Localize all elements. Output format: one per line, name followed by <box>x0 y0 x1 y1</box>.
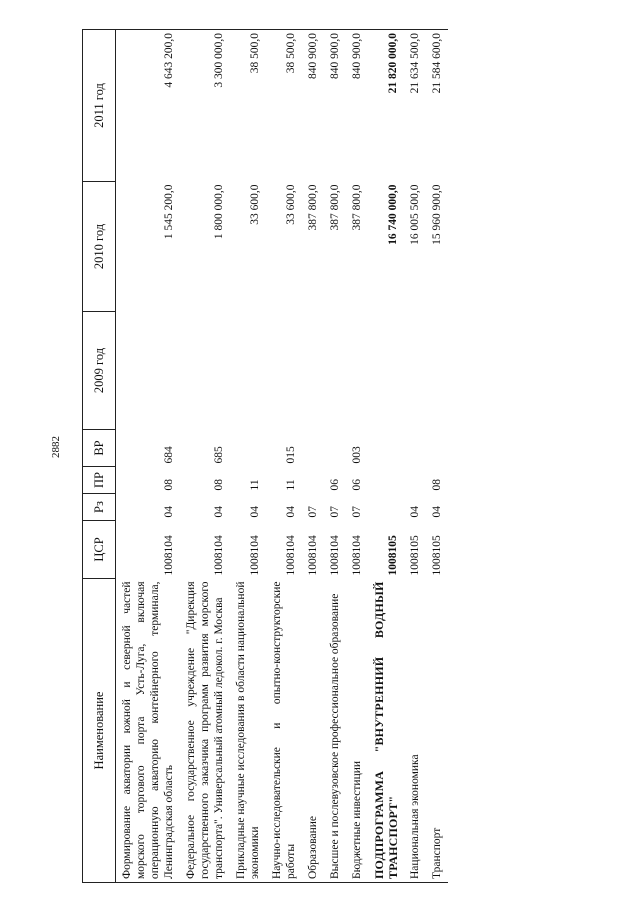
row-csr: 1008104 <box>249 535 261 576</box>
row-pr: 11 <box>285 479 297 491</box>
row-2009 <box>404 312 426 430</box>
row-2010: 387 800,0 <box>307 184 319 231</box>
row-pr: 11 <box>249 479 261 491</box>
row-pr: 06 <box>329 479 341 491</box>
row-name: Прикладные научные исследования в области национальной экономики <box>230 579 266 883</box>
rotated-table-frame <box>82 30 560 883</box>
header-rz: Рз <box>83 494 116 521</box>
header-csr: ЦСР <box>83 521 116 579</box>
row-csr: 1008104 <box>351 535 363 576</box>
row-csr: 1008105 <box>387 535 399 576</box>
row-rz: 04 <box>431 506 443 518</box>
row-2011: 840 900,0 <box>346 30 368 182</box>
row-2010: 1 545 200,0 <box>163 184 175 240</box>
row-rz: 04 <box>163 506 175 518</box>
row-csr: 1008104 <box>329 535 341 576</box>
row-rz: 07 <box>307 506 319 518</box>
row-2010: 1 800 000,0 <box>213 184 225 240</box>
row-rz: 07 <box>329 506 341 518</box>
row-2010: 15 960 900,0 <box>431 184 443 245</box>
row-2010: 387 800,0 <box>329 184 341 231</box>
row-name: Бюджетные инвестиции <box>346 579 368 883</box>
table-header-row <box>83 30 116 883</box>
row-name: Научно-исследовательские и опытно-конструкторские работы <box>266 579 302 883</box>
row-vr <box>368 430 404 467</box>
row-2010: 16 005 500,0 <box>409 184 421 245</box>
header-2009: 2009 год <box>83 312 116 430</box>
table-row <box>116 30 181 883</box>
row-name: Образование <box>302 579 324 883</box>
row-vr <box>230 430 266 467</box>
row-2009 <box>230 312 266 430</box>
row-csr: 1008104 <box>213 535 225 576</box>
row-vr: 015 <box>285 446 297 464</box>
row-name: Транспорт <box>426 579 448 883</box>
row-2011: 21 820 000,0 <box>368 30 404 182</box>
row-csr: 1008104 <box>307 535 319 576</box>
header-vr: ВР <box>83 430 116 467</box>
table-row <box>346 30 368 883</box>
row-rz: 04 <box>213 506 225 518</box>
row-pr <box>368 467 404 494</box>
row-rz <box>368 494 404 521</box>
header-name: Наименование <box>83 579 116 883</box>
row-csr: 1008105 <box>431 535 443 576</box>
row-pr: 08 <box>213 479 225 491</box>
row-csr: 1008104 <box>285 535 297 576</box>
header-2010: 2010 год <box>83 182 116 312</box>
row-rz: 04 <box>249 506 261 518</box>
row-2010: 387 800,0 <box>351 184 363 231</box>
row-pr: 08 <box>431 479 443 491</box>
row-2009 <box>426 312 448 430</box>
table-row <box>324 30 346 883</box>
row-2011: 840 900,0 <box>324 30 346 182</box>
row-vr: 684 <box>163 446 175 464</box>
row-pr: 08 <box>163 479 175 491</box>
row-2011: 3 300 000,0 <box>180 30 230 182</box>
row-pr <box>302 467 324 494</box>
row-vr: 003 <box>351 446 363 464</box>
row-name: Формирование акватории южной и северной частей морского торгового порта Усть-Луга, включая операционную акваторию контейнерного терминала, Ленинградская область <box>116 579 181 883</box>
table-row <box>230 30 266 883</box>
row-name: Высшее и послевузовское профессиональное образование <box>324 579 346 883</box>
row-2009 <box>180 312 230 430</box>
row-2009 <box>302 312 324 430</box>
row-2011: 38 500,0 <box>230 30 266 182</box>
row-2011: 21 584 600,0 <box>426 30 448 182</box>
row-vr <box>302 430 324 467</box>
table-row <box>180 30 230 883</box>
row-2009 <box>116 312 181 430</box>
row-2009 <box>266 312 302 430</box>
row-rz: 07 <box>351 506 363 518</box>
row-2011: 840 900,0 <box>302 30 324 182</box>
row-pr: 06 <box>351 479 363 491</box>
row-csr: 1008104 <box>163 535 175 576</box>
row-name: Национальная экономика <box>404 579 426 883</box>
page-number: 2882 <box>50 436 62 458</box>
budget-table <box>82 29 448 883</box>
row-vr <box>426 430 448 467</box>
row-2009 <box>346 312 368 430</box>
row-2011: 21 634 500,0 <box>404 30 426 182</box>
row-pr <box>404 467 426 494</box>
row-csr: 1008105 <box>409 535 421 576</box>
table-row <box>426 30 448 883</box>
row-name: ПОДПРОГРАММА "ВНУТРЕННИЙ ВОДНЫЙ ТРАНСПОРТ" <box>368 579 404 883</box>
table-row-subprogram <box>368 30 404 883</box>
row-2010: 33 600,0 <box>249 184 261 225</box>
table-row <box>404 30 426 883</box>
row-2011: 4 643 200,0 <box>116 30 181 182</box>
row-vr <box>404 430 426 467</box>
header-2011: 2011 год <box>83 30 116 182</box>
row-rz: 04 <box>409 506 421 518</box>
row-2009 <box>368 312 404 430</box>
row-rz: 04 <box>285 506 297 518</box>
row-2011: 38 500,0 <box>266 30 302 182</box>
row-name: Федеральное государственное учреждение "Дирекция государственного заказчика программ развития морского транспорта". Универсальный атомный ледокол. г. Москва <box>180 579 230 883</box>
row-vr <box>324 430 346 467</box>
row-2009 <box>324 312 346 430</box>
row-vr: 685 <box>213 446 225 464</box>
table-row <box>266 30 302 883</box>
row-2010: 33 600,0 <box>285 184 297 225</box>
header-pr: ПР <box>83 467 116 494</box>
row-2010: 16 740 000,0 <box>387 184 399 245</box>
table-row <box>302 30 324 883</box>
